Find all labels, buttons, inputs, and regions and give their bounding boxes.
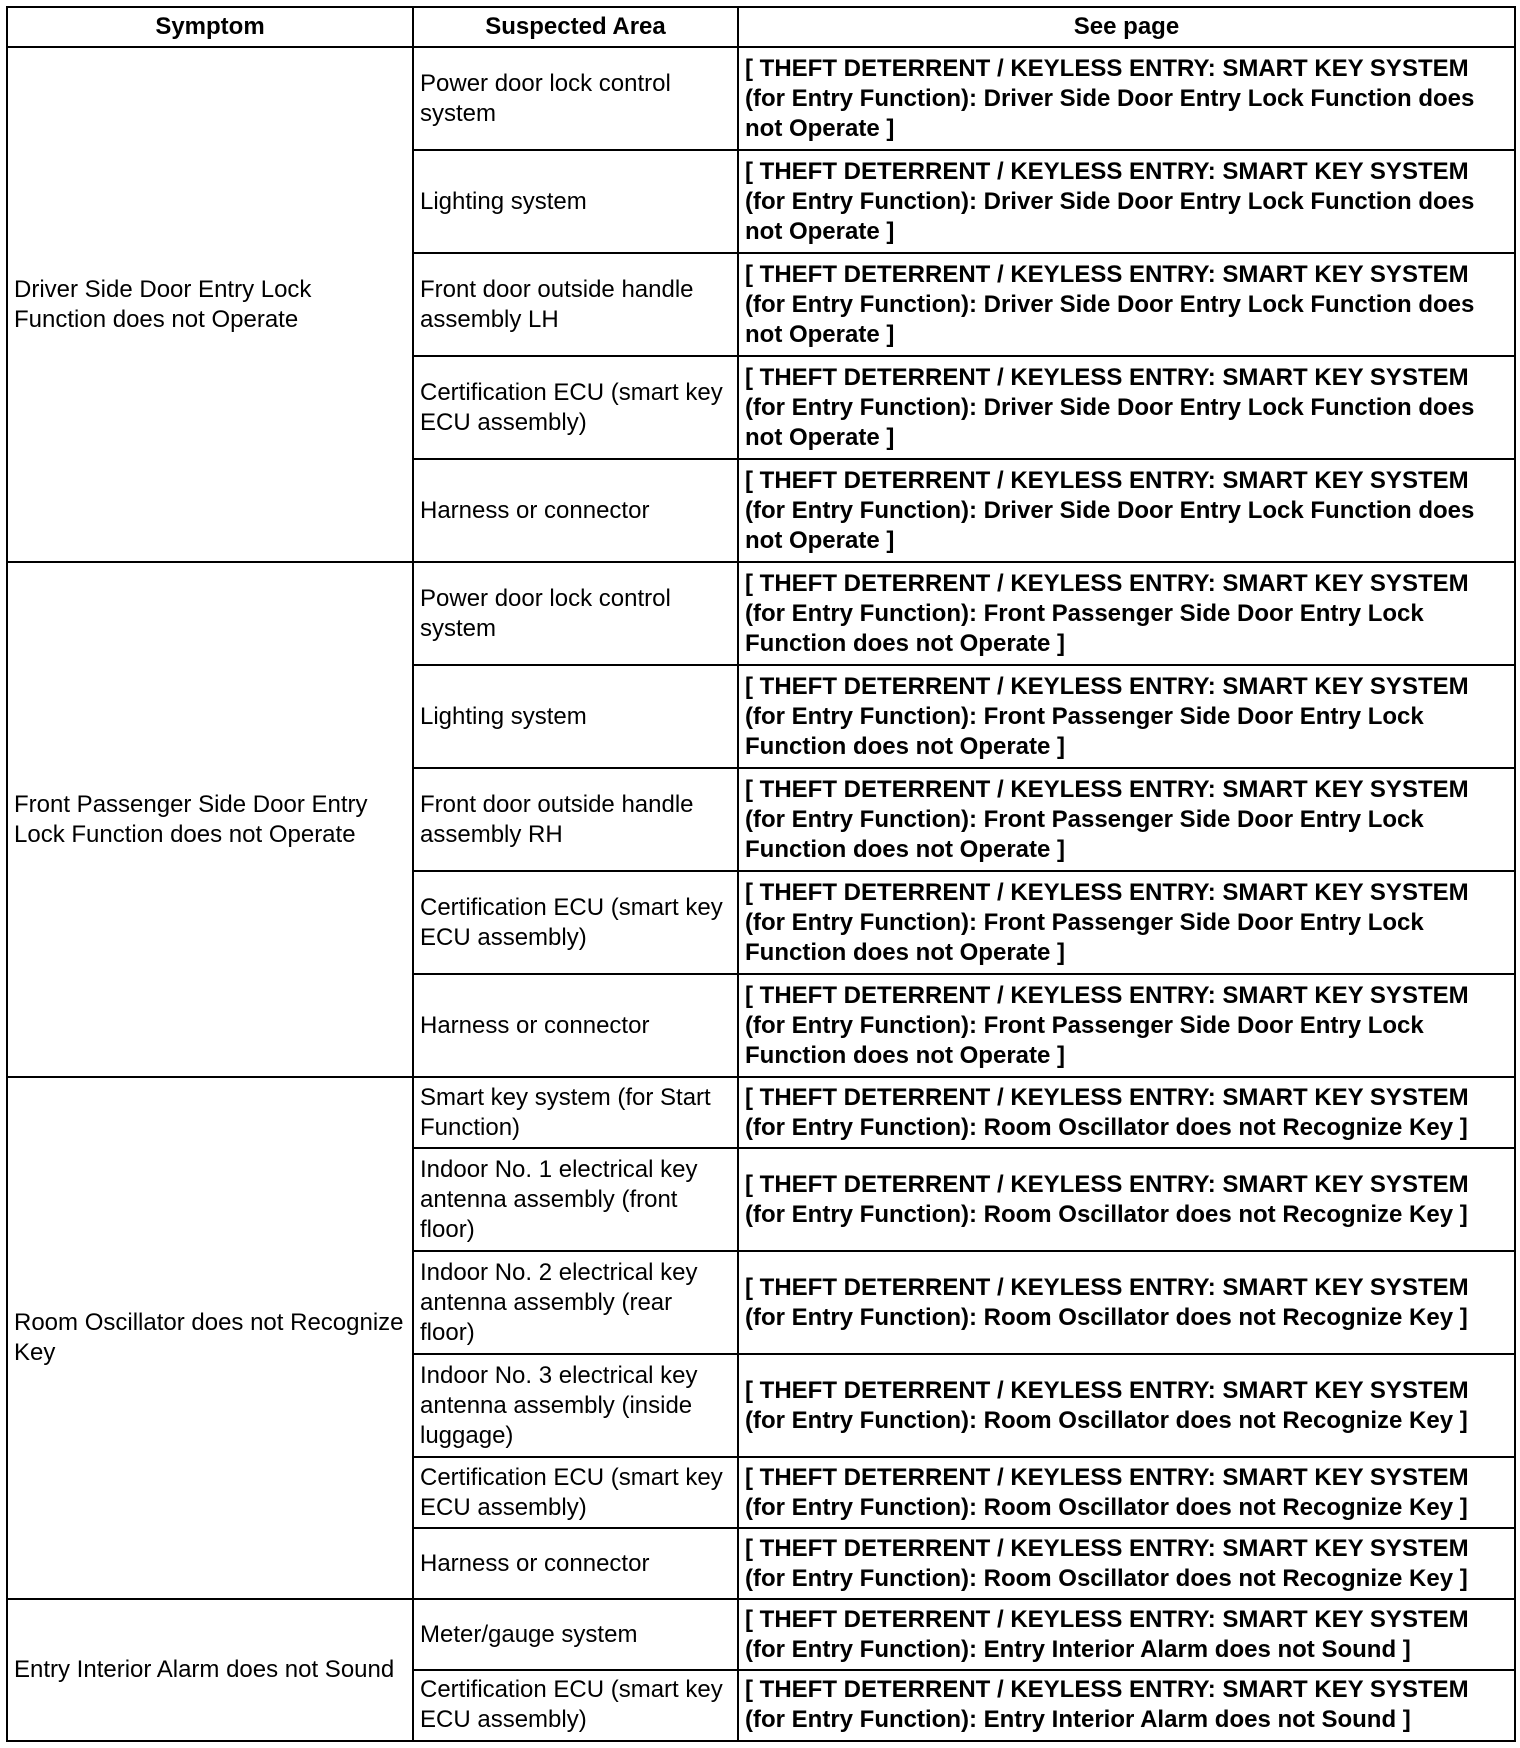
see-page-link[interactable]: [ THEFT DETERRENT / KEYLESS ENTRY: SMART KEY SYSTEM (for Entry Function): Room Oscillator does not Recognize Key ] [738, 1528, 1515, 1599]
suspected-area-cell: Indoor No. 1 electrical key antenna assembly (front floor) [413, 1148, 738, 1251]
see-page-link[interactable]: [ THEFT DETERRENT / KEYLESS ENTRY: SMART KEY SYSTEM (for Entry Function): Room Oscillator does not Recognize Key ] [738, 1251, 1515, 1354]
see-page-link[interactable]: [ THEFT DETERRENT / KEYLESS ENTRY: SMART KEY SYSTEM (for Entry Function): Front Passenger Side Door Entry Lock Function does not Operate ] [738, 665, 1515, 768]
see-page-link[interactable]: [ THEFT DETERRENT / KEYLESS ENTRY: SMART KEY SYSTEM (for Entry Function): Room Oscillator does not Recognize Key ] [738, 1457, 1515, 1528]
see-page-link[interactable]: [ THEFT DETERRENT / KEYLESS ENTRY: SMART KEY SYSTEM (for Entry Function): Driver Side Door Entry Lock Function does not Operate ] [738, 150, 1515, 253]
header-see-page: See page [738, 7, 1515, 47]
suspected-area-cell: Lighting system [413, 665, 738, 768]
symptom-table [6, 6, 1516, 1742]
suspected-area-cell: Certification ECU (smart key ECU assembly) [413, 1457, 738, 1528]
see-page-link[interactable]: [ THEFT DETERRENT / KEYLESS ENTRY: SMART KEY SYSTEM (for Entry Function): Room Oscillator does not Recognize Key ] [738, 1148, 1515, 1251]
see-page-link[interactable]: [ THEFT DETERRENT / KEYLESS ENTRY: SMART KEY SYSTEM (for Entry Function): Entry Interior Alarm does not Sound ] [738, 1599, 1515, 1670]
symptom-cell: Driver Side Door Entry Lock Function does not Operate [7, 47, 413, 562]
table-row [7, 1077, 1515, 1148]
table-row [7, 1599, 1515, 1670]
suspected-area-cell: Indoor No. 2 electrical key antenna assembly (rear floor) [413, 1251, 738, 1354]
see-page-link[interactable]: [ THEFT DETERRENT / KEYLESS ENTRY: SMART KEY SYSTEM (for Entry Function): Entry Interior Alarm does not Sound ] [738, 1670, 1515, 1741]
suspected-area-cell: Indoor No. 3 electrical key antenna assembly (inside luggage) [413, 1354, 738, 1457]
suspected-area-cell: Certification ECU (smart key ECU assembly) [413, 356, 738, 459]
see-page-link[interactable]: [ THEFT DETERRENT / KEYLESS ENTRY: SMART KEY SYSTEM (for Entry Function): Front Passenger Side Door Entry Lock Function does not Operate ] [738, 974, 1515, 1077]
header-symptom: Symptom [7, 7, 413, 47]
see-page-link[interactable]: [ THEFT DETERRENT / KEYLESS ENTRY: SMART KEY SYSTEM (for Entry Function): Driver Side Door Entry Lock Function does not Operate ] [738, 253, 1515, 356]
suspected-area-cell: Harness or connector [413, 1528, 738, 1599]
table-row [7, 47, 1515, 150]
suspected-area-cell: Meter/gauge system [413, 1599, 738, 1670]
suspected-area-cell: Lighting system [413, 150, 738, 253]
header-suspected-area: Suspected Area [413, 7, 738, 47]
see-page-link[interactable]: [ THEFT DETERRENT / KEYLESS ENTRY: SMART KEY SYSTEM (for Entry Function): Room Oscillator does not Recognize Key ] [738, 1077, 1515, 1148]
header-row [7, 7, 1515, 47]
symptom-cell: Front Passenger Side Door Entry Lock Function does not Operate [7, 562, 413, 1077]
see-page-link[interactable]: [ THEFT DETERRENT / KEYLESS ENTRY: SMART KEY SYSTEM (for Entry Function): Front Passenger Side Door Entry Lock Function does not Operate ] [738, 562, 1515, 665]
suspected-area-cell: Certification ECU (smart key ECU assembly) [413, 1670, 738, 1741]
see-page-link[interactable]: [ THEFT DETERRENT / KEYLESS ENTRY: SMART KEY SYSTEM (for Entry Function): Driver Side Door Entry Lock Function does not Operate ] [738, 356, 1515, 459]
see-page-link[interactable]: [ THEFT DETERRENT / KEYLESS ENTRY: SMART KEY SYSTEM (for Entry Function): Room Oscillator does not Recognize Key ] [738, 1354, 1515, 1457]
suspected-area-cell: Front door outside handle assembly LH [413, 253, 738, 356]
see-page-link[interactable]: [ THEFT DETERRENT / KEYLESS ENTRY: SMART KEY SYSTEM (for Entry Function): Front Passenger Side Door Entry Lock Function does not Operate ] [738, 768, 1515, 871]
symptom-cell: Room Oscillator does not Recognize Key [7, 1077, 413, 1599]
table-row [7, 562, 1515, 665]
see-page-link[interactable]: [ THEFT DETERRENT / KEYLESS ENTRY: SMART KEY SYSTEM (for Entry Function): Driver Side Door Entry Lock Function does not Operate ] [738, 459, 1515, 562]
suspected-area-cell: Power door lock control system [413, 562, 738, 665]
suspected-area-cell: Harness or connector [413, 974, 738, 1077]
symptom-cell: Entry Interior Alarm does not Sound [7, 1599, 413, 1741]
see-page-link[interactable]: [ THEFT DETERRENT / KEYLESS ENTRY: SMART KEY SYSTEM (for Entry Function): Driver Side Door Entry Lock Function does not Operate ] [738, 47, 1515, 150]
see-page-link[interactable]: [ THEFT DETERRENT / KEYLESS ENTRY: SMART KEY SYSTEM (for Entry Function): Front Passenger Side Door Entry Lock Function does not Operate ] [738, 871, 1515, 974]
suspected-area-cell: Harness or connector [413, 459, 738, 562]
suspected-area-cell: Power door lock control system [413, 47, 738, 150]
suspected-area-cell: Front door outside handle assembly RH [413, 768, 738, 871]
suspected-area-cell: Certification ECU (smart key ECU assembly) [413, 871, 738, 974]
suspected-area-cell: Smart key system (for Start Function) [413, 1077, 738, 1148]
